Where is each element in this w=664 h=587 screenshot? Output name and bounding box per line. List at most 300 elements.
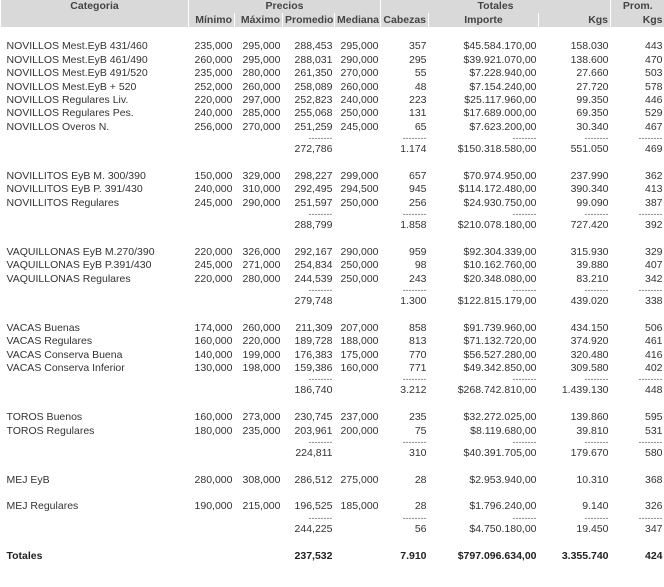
table-row xyxy=(1,259,664,272)
spacer-cell xyxy=(283,487,335,500)
group-spacer xyxy=(1,27,664,40)
group-spacer xyxy=(1,398,664,411)
spacer-cell xyxy=(1,308,189,321)
divider-cell xyxy=(1,210,189,219)
subtotal-blank xyxy=(235,219,283,232)
cell-promedio: 244,539 xyxy=(294,272,333,285)
cell-promedio: 203,961 xyxy=(294,424,333,437)
divider-cell: -------- xyxy=(584,375,609,385)
subtotal-importe: $268.742.810,00 xyxy=(457,384,537,397)
cell-maximo: 308,000 xyxy=(242,473,281,486)
spacer-cell xyxy=(611,156,664,169)
divider-cell xyxy=(335,134,381,143)
cell-importe: $39.921.070,00 xyxy=(463,53,537,66)
cell-maximo: 260,000 xyxy=(242,321,281,334)
spacer-cell xyxy=(1,487,189,500)
subtotal-prom: 580 xyxy=(645,446,663,459)
subtotal-blank xyxy=(189,447,235,460)
cell-maximo: 329,000 xyxy=(242,169,281,182)
cell-cabezas: 813 xyxy=(408,335,427,348)
cell-cabezas: 28 xyxy=(414,500,427,513)
divider-cell: -------- xyxy=(402,133,427,143)
cell-cabezas: 28 xyxy=(414,473,427,486)
cell-importe: $32.272.025,00 xyxy=(463,411,537,424)
cell-categoria: MEJ EyB xyxy=(6,473,50,486)
cell-maximo: 280,000 xyxy=(242,67,281,80)
cell-cabezas: 657 xyxy=(408,169,427,182)
cell-categoria: NOVILLOS Mest.EyB + 520 xyxy=(6,80,137,93)
spacer-cell xyxy=(189,487,235,500)
group-spacer xyxy=(1,460,664,473)
cell-mediana: 299,000 xyxy=(340,169,379,182)
cell-prom: 443 xyxy=(645,40,663,53)
cell-mediana: 290,000 xyxy=(340,245,379,258)
divider-cell: -------- xyxy=(638,437,663,447)
cell-kgs: 390.340 xyxy=(570,183,609,196)
cell-prom: 407 xyxy=(645,259,663,272)
cell-mediana: 175,000 xyxy=(340,348,379,361)
subtotal-cabezas: 1.300 xyxy=(400,295,427,307)
cell-maximo: 198,000 xyxy=(242,361,281,374)
cell-mediana: 237,000 xyxy=(340,411,379,424)
spacer-cell xyxy=(283,232,335,245)
cell-kgs: 83.210 xyxy=(576,272,609,285)
cell-prom: 402 xyxy=(645,361,663,374)
totals-kgs: 3.355.740 xyxy=(561,549,609,562)
header-minimo: Mínimo xyxy=(189,13,235,26)
spacer-cell xyxy=(235,232,283,245)
cell-categoria: VAQUILLONAS Regulares xyxy=(6,272,131,285)
spacer-cell xyxy=(335,308,381,321)
divider-cell xyxy=(1,438,189,447)
cell-minimo: 174,000 xyxy=(194,321,233,334)
subtotal-blank xyxy=(335,143,381,156)
cell-cabezas: 223 xyxy=(408,93,427,106)
divider-cell: -------- xyxy=(402,437,427,447)
cell-importe: $92.304.339,00 xyxy=(463,245,537,258)
table-row xyxy=(1,80,664,93)
divider-cell xyxy=(189,286,235,295)
totals-blank xyxy=(335,549,381,562)
divider-cell: -------- xyxy=(512,285,537,295)
spacer-cell xyxy=(611,27,664,40)
cell-mediana: 290,000 xyxy=(340,53,379,66)
cell-promedio: 292,495 xyxy=(294,183,333,196)
spacer-cell xyxy=(1,27,189,40)
cell-promedio: 286,512 xyxy=(294,473,333,486)
divider-cell: -------- xyxy=(402,513,427,523)
spacer-cell xyxy=(235,156,283,169)
subtotal-row xyxy=(1,219,664,232)
cell-importe: $17.689.000,00 xyxy=(463,107,537,120)
subtotal-promedio: 288,799 xyxy=(294,219,333,232)
divider-cell: -------- xyxy=(308,133,333,143)
cell-maximo: 271,000 xyxy=(242,259,281,272)
divider-cell xyxy=(1,514,189,523)
spacer-cell xyxy=(429,398,539,411)
cell-promedio: 298,227 xyxy=(294,169,333,182)
cell-mediana: 294,500 xyxy=(340,183,379,196)
cell-categoria: NOVILLOS Mest.EyB 431/460 xyxy=(6,40,148,53)
subtotal-kgs: 19.450 xyxy=(576,522,609,535)
subtotal-kgs: 439.020 xyxy=(570,295,609,307)
totals-prom: 424 xyxy=(645,549,663,562)
divider-cell: -------- xyxy=(512,375,537,385)
cell-minimo: 240,000 xyxy=(194,107,233,120)
spacer-cell xyxy=(1,460,189,473)
subtotal-importe: $122.815.179,00 xyxy=(457,295,537,307)
cell-prom: 467 xyxy=(645,120,663,133)
cell-mediana: 245,000 xyxy=(340,120,379,133)
spacer-cell xyxy=(381,398,429,411)
cell-categoria: VACAS Conserva Buena xyxy=(6,348,123,361)
divider-cell: -------- xyxy=(308,513,333,523)
cell-minimo: 150,000 xyxy=(194,169,233,182)
spacer-cell xyxy=(381,156,429,169)
cell-cabezas: 98 xyxy=(414,259,427,272)
cell-prom: 595 xyxy=(645,411,663,424)
cell-minimo: 160,000 xyxy=(194,411,233,424)
subtotal-blank xyxy=(235,295,283,308)
subtotal-blank xyxy=(1,219,189,232)
spacer-cell xyxy=(335,536,381,549)
cell-cabezas: 75 xyxy=(414,424,427,437)
header-kgs: Kgs xyxy=(539,13,611,26)
cell-prom: 578 xyxy=(645,80,663,93)
cell-maximo: 326,000 xyxy=(242,245,281,258)
subtotal-blank xyxy=(1,523,189,536)
spacer-cell xyxy=(1,156,189,169)
table-row xyxy=(1,170,664,183)
cell-kgs: 138.600 xyxy=(570,53,609,66)
divider-cell xyxy=(235,134,283,143)
cell-prom: 387 xyxy=(645,196,663,209)
cell-categoria: VACAS Regulares xyxy=(6,335,93,348)
subtotal-kgs: 727.420 xyxy=(570,219,609,232)
cell-cabezas: 55 xyxy=(414,67,427,80)
cell-maximo: 270,000 xyxy=(242,120,281,133)
subtotal-promedio: 272,786 xyxy=(294,143,333,156)
subtotal-blank xyxy=(189,384,235,397)
header-kgs-prom: Kgs xyxy=(611,13,664,26)
cell-importe: $10.162.760,00 xyxy=(463,259,537,272)
divider-cell xyxy=(1,134,189,143)
group-spacer xyxy=(1,487,664,500)
cell-cabezas: 357 xyxy=(408,40,427,53)
cell-importe: $20.348.080,00 xyxy=(463,272,537,285)
cell-prom: 506 xyxy=(645,321,663,334)
cell-promedio: 251,597 xyxy=(294,196,333,209)
subtotal-blank xyxy=(1,143,189,156)
cell-categoria: VACAS Conserva Inferior xyxy=(6,361,125,374)
spacer-cell xyxy=(189,308,235,321)
cell-maximo: 310,000 xyxy=(242,183,281,196)
cell-maximo: 220,000 xyxy=(242,335,281,348)
cell-kgs: 39.810 xyxy=(576,424,609,437)
divider-cell xyxy=(235,210,283,219)
spacer-cell xyxy=(283,536,335,549)
header-promedio: Promedio xyxy=(283,13,335,26)
subtotal-blank xyxy=(335,447,381,460)
subtotal-promedio: 279,748 xyxy=(294,295,333,307)
cell-importe: $49.342.850,00 xyxy=(463,361,537,374)
cell-maximo: 297,000 xyxy=(242,93,281,106)
spacer-cell xyxy=(1,536,189,549)
table-header xyxy=(1,0,664,27)
cell-prom: 529 xyxy=(645,107,663,120)
subtotal-kgs: 1.439.130 xyxy=(561,384,609,397)
cell-kgs: 69.350 xyxy=(576,107,609,120)
subtotal-blank xyxy=(335,219,381,232)
cell-promedio: 230,745 xyxy=(294,411,333,424)
divider-cell xyxy=(189,514,235,523)
cell-maximo: 295,000 xyxy=(242,40,281,53)
spacer-cell xyxy=(539,27,611,40)
subtotal-blank xyxy=(189,523,235,536)
subtotal-prom: 347 xyxy=(645,522,663,535)
table-row xyxy=(1,335,664,348)
subtotal-divider xyxy=(1,514,664,523)
subtotal-row xyxy=(1,143,664,156)
cell-kgs: 309.580 xyxy=(570,361,609,374)
cell-categoria: TOROS Regulares xyxy=(6,424,95,437)
cell-mediana: 200,000 xyxy=(340,424,379,437)
spacer-cell xyxy=(539,460,611,473)
cell-mediana: 250,000 xyxy=(340,272,379,285)
cell-minimo: 256,000 xyxy=(194,120,233,133)
cell-importe: $2.953.940,00 xyxy=(469,473,537,486)
cell-mediana: 295,000 xyxy=(340,40,379,53)
cell-promedio: 252,823 xyxy=(294,93,333,106)
cell-mediana: 185,000 xyxy=(340,500,379,513)
spacer-cell xyxy=(283,460,335,473)
subtotal-blank xyxy=(335,295,381,308)
cell-prom: 470 xyxy=(645,53,663,66)
cell-prom: 413 xyxy=(645,183,663,196)
cell-promedio: 254,834 xyxy=(294,259,333,272)
subtotal-row xyxy=(1,447,664,460)
spacer-cell xyxy=(235,398,283,411)
cell-minimo: 240,000 xyxy=(194,183,233,196)
spacer-cell xyxy=(283,308,335,321)
spacer-cell xyxy=(1,232,189,245)
subtotal-divider xyxy=(1,134,664,143)
cell-importe: $114.172.480,00 xyxy=(458,183,537,196)
cell-cabezas: 858 xyxy=(408,321,427,334)
cell-categoria: TOROS Buenos xyxy=(6,411,83,424)
cell-mediana: 207,000 xyxy=(340,321,379,334)
cell-categoria: VAQUILLONAS EyB P.391/430 xyxy=(6,259,152,272)
cell-prom: 368 xyxy=(645,473,663,486)
cell-prom: 531 xyxy=(645,424,663,437)
spacer-cell xyxy=(429,536,539,549)
subtotal-importe: $4.750.180,00 xyxy=(469,522,537,535)
group-spacer xyxy=(1,232,664,245)
cell-promedio: 251,259 xyxy=(294,120,333,133)
cell-categoria: NOVILLOS Overos N. xyxy=(6,120,110,133)
cell-kgs: 99.090 xyxy=(576,196,609,209)
cell-maximo: 260,000 xyxy=(242,80,281,93)
cell-categoria: NOVILLITOS EyB P. 391/430 xyxy=(6,183,143,196)
spacer-cell xyxy=(283,27,335,40)
table-row xyxy=(1,411,664,424)
divider-cell: -------- xyxy=(638,513,663,523)
cell-cabezas: 295 xyxy=(408,53,427,66)
divider-cell xyxy=(235,514,283,523)
spacer-cell xyxy=(335,27,381,40)
cell-importe: $7.623.200,00 xyxy=(469,120,537,133)
cell-prom: 342 xyxy=(645,272,663,285)
cell-importe: $91.739.960,00 xyxy=(463,321,537,334)
spacer-cell xyxy=(539,156,611,169)
subtotal-divider xyxy=(1,438,664,447)
divider-cell xyxy=(235,375,283,384)
spacer-cell xyxy=(611,536,664,549)
table-row xyxy=(1,246,664,259)
cell-minimo: 160,000 xyxy=(194,335,233,348)
table-row xyxy=(1,121,664,134)
divider-cell xyxy=(335,375,381,384)
table-row xyxy=(1,94,664,107)
spacer-cell xyxy=(539,536,611,549)
cell-importe: $71.132.720,00 xyxy=(463,335,537,348)
spacer-cell xyxy=(611,460,664,473)
spacer-cell xyxy=(381,308,429,321)
table-row xyxy=(1,348,664,361)
subtotal-blank xyxy=(1,447,189,460)
spacer-cell xyxy=(611,487,664,500)
cell-maximo: 215,000 xyxy=(242,500,281,513)
table-row xyxy=(1,54,664,67)
subtotal-kgs: 179.670 xyxy=(570,446,609,459)
table-row xyxy=(1,474,664,487)
cell-maximo: 273,000 xyxy=(242,411,281,424)
spacer-cell xyxy=(381,487,429,500)
cell-importe: $1.796.240,00 xyxy=(469,500,537,513)
cell-mediana: 250,000 xyxy=(340,259,379,272)
cell-kgs: 10.310 xyxy=(576,473,609,486)
divider-cell: -------- xyxy=(308,285,333,295)
cell-minimo: 245,000 xyxy=(194,259,233,272)
totals-blank xyxy=(235,549,283,562)
cell-cabezas: 771 xyxy=(408,361,427,374)
subtotal-prom: 448 xyxy=(645,384,663,397)
cell-maximo: 235,000 xyxy=(242,424,281,437)
subtotal-promedio: 224,811 xyxy=(295,446,333,459)
header-categoria: Categoria xyxy=(1,0,189,13)
subtotal-divider xyxy=(1,210,664,219)
spacer-cell xyxy=(335,487,381,500)
spacer-cell xyxy=(189,27,235,40)
divider-cell xyxy=(1,286,189,295)
header-totales: Totales xyxy=(381,0,611,13)
cell-maximo: 295,000 xyxy=(242,53,281,66)
divider-cell xyxy=(189,210,235,219)
subtotal-blank xyxy=(1,384,189,397)
cell-promedio: 211,309 xyxy=(295,321,333,334)
spacer-cell xyxy=(283,156,335,169)
spacer-cell xyxy=(429,460,539,473)
spacer-cell xyxy=(611,308,664,321)
cell-promedio: 159,386 xyxy=(294,361,333,374)
divider-cell: -------- xyxy=(638,133,663,143)
spacer-cell xyxy=(539,398,611,411)
cell-importe: $24.930.750,00 xyxy=(463,196,537,209)
table-body xyxy=(1,27,664,563)
cell-promedio: 288,031 xyxy=(294,53,333,66)
cell-minimo: 220,000 xyxy=(194,245,233,258)
group-spacer xyxy=(1,308,664,321)
totals-row xyxy=(1,549,664,562)
cell-importe: $56.527.280,00 xyxy=(463,348,537,361)
totals-blank xyxy=(189,549,235,562)
cell-categoria: NOVILLOS Mest.EyB 491/520 xyxy=(6,67,148,80)
divider-cell: -------- xyxy=(584,133,609,143)
cell-importe: $25.117.960,00 xyxy=(464,93,537,106)
spacer-cell xyxy=(235,27,283,40)
cell-kgs: 237.990 xyxy=(570,169,609,182)
cell-prom: 416 xyxy=(645,348,663,361)
divider-cell xyxy=(335,514,381,523)
cell-kgs: 30.340 xyxy=(576,120,609,133)
cell-importe: $7.228.940,00 xyxy=(469,67,537,80)
divider-cell xyxy=(235,438,283,447)
cell-kgs: 158.030 xyxy=(570,40,609,53)
cell-mediana: 260,000 xyxy=(340,80,379,93)
subtotal-kgs: 551.050 xyxy=(570,143,609,156)
cell-minimo: 130,000 xyxy=(194,361,233,374)
cell-kgs: 374.920 xyxy=(570,335,609,348)
cell-cabezas: 65 xyxy=(414,120,427,133)
subtotal-blank xyxy=(235,447,283,460)
cell-kgs: 27.720 xyxy=(576,80,609,93)
subtotal-row xyxy=(1,384,664,397)
divider-cell xyxy=(335,286,381,295)
spacer-cell xyxy=(335,156,381,169)
subtotal-cabezas: 310 xyxy=(408,446,427,459)
cell-minimo: 180,000 xyxy=(194,424,233,437)
cell-promedio: 176,383 xyxy=(294,348,333,361)
spacer-cell xyxy=(381,232,429,245)
cell-mediana: 188,000 xyxy=(340,335,379,348)
subtotal-cabezas: 1.858 xyxy=(400,219,427,232)
cell-mediana: 160,000 xyxy=(340,361,379,374)
spacer-cell xyxy=(429,232,539,245)
table-row xyxy=(1,67,664,80)
subtotal-importe: $40.391.705,00 xyxy=(463,446,537,459)
divider-cell xyxy=(1,375,189,384)
spacer-cell xyxy=(611,232,664,245)
header-precios: Precios xyxy=(189,0,381,13)
table-row xyxy=(1,362,664,375)
cell-cabezas: 256 xyxy=(408,196,427,209)
divider-cell: -------- xyxy=(308,437,333,447)
subtotal-blank xyxy=(335,523,381,536)
subtotal-importe: $150.318.580,00 xyxy=(457,143,537,156)
group-spacer xyxy=(1,156,664,169)
subtotal-blank xyxy=(1,295,189,308)
spacer-cell xyxy=(189,232,235,245)
cell-cabezas: 243 xyxy=(408,272,427,285)
cell-importe: $7.154.240,00 xyxy=(469,80,537,93)
cell-cabezas: 131 xyxy=(408,107,427,120)
cell-prom: 503 xyxy=(645,67,663,80)
divider-cell: -------- xyxy=(512,133,537,143)
subtotal-blank xyxy=(235,143,283,156)
spacer-cell xyxy=(235,460,283,473)
cell-cabezas: 959 xyxy=(408,245,427,258)
divider-cell: -------- xyxy=(402,209,427,219)
